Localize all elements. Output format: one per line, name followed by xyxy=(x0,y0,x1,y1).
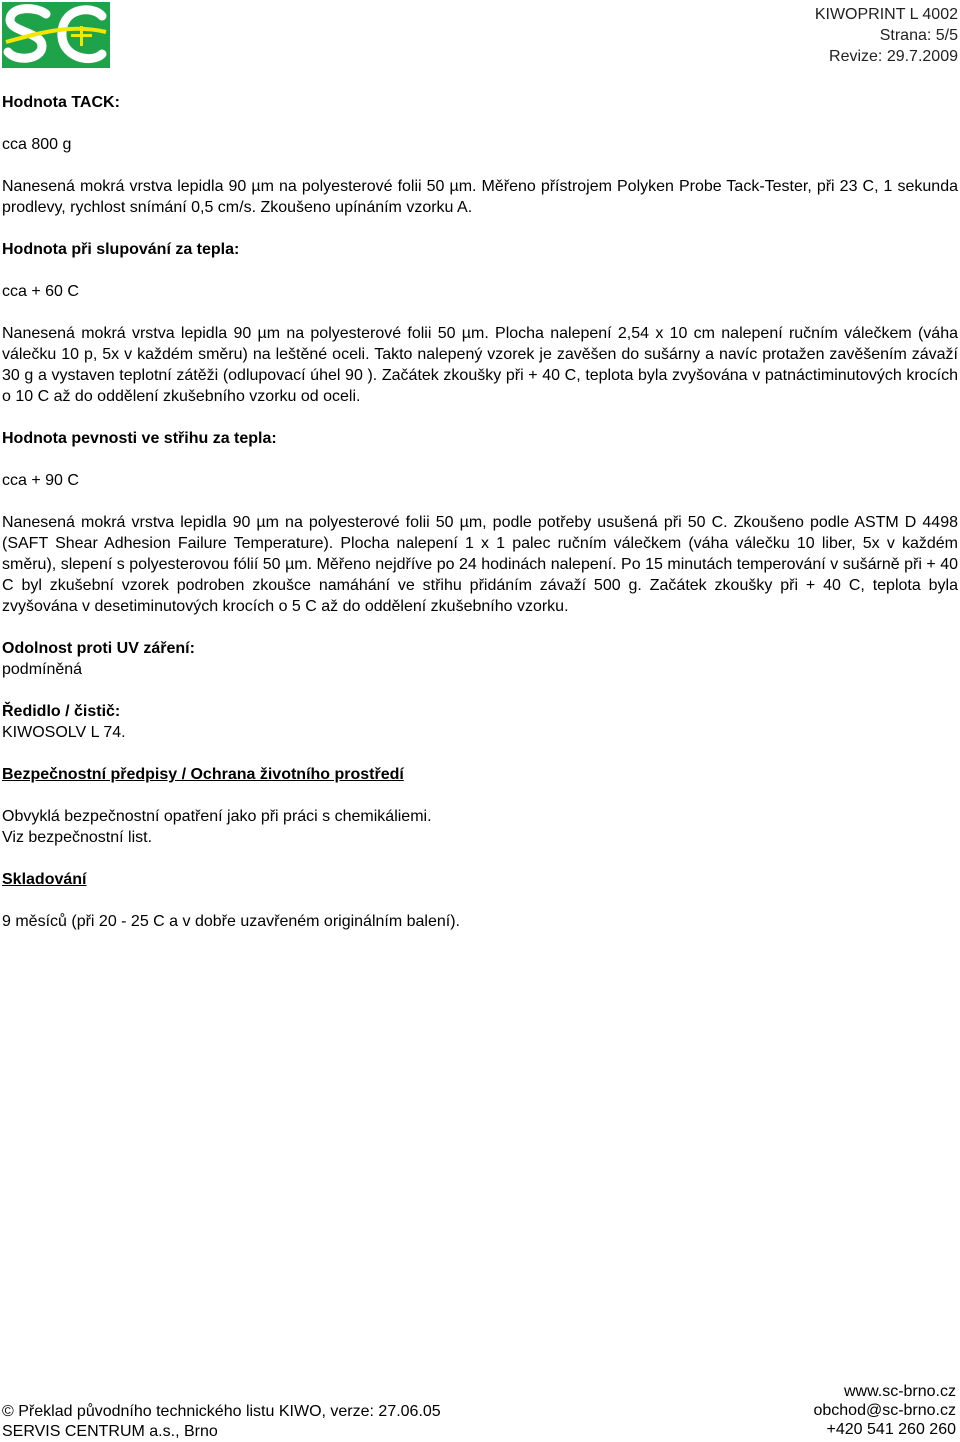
thinner-value: KIWOSOLV L 74. xyxy=(2,724,126,741)
phone-number: +420 541 260 260 xyxy=(826,1421,956,1438)
tack-heading: Hodnota TACK: xyxy=(2,94,120,111)
shear-heat-value: cca + 90 C xyxy=(2,472,79,489)
footer-left xyxy=(2,1402,441,1442)
safety-line-2: Viz bezpečnostní list. xyxy=(2,829,153,846)
storage-heading: Skladování xyxy=(2,871,87,888)
shear-heat-description: Nanesená mokrá vrstva lepidla 90 µm na polyesterové folii 50 µm, podle potřeby usušená při 50 C. Zkoušeno podle ASTM D 4498 (SAFT Shear Adhesion Failure Temperature). Plocha nalepení 1 x 1 palec ručním válečkem (váha válečku 10 liber, 5x v každém směru), slepení s polyesterovou fólií 50 µm. Měřeno nejdříve po 24 hodinách nalepení. Po 15 minutách temperování v sušárně při + 40 C byl zkušební vzorek podroben zkoušce namáhání ve střihu přidáním závaží 500 g. Začátek zkoušky při + 40 C, teplota byla zvyšována v desetiminutových krocích o 5 C až do oddělení zkušebního vzorku. xyxy=(2,514,958,615)
peel-heat-heading: Hodnota při slupování za tepla: xyxy=(2,241,240,258)
email-link[interactable]: obchod@sc-brno.cz xyxy=(813,1402,956,1419)
company-logo xyxy=(2,2,110,68)
footer-contacts xyxy=(813,1382,956,1439)
uv-value: podmíněná xyxy=(2,661,83,678)
peel-heat-value: cca + 60 C xyxy=(2,283,79,300)
company-name: SERVIS CENTRUM a.s., Brno xyxy=(2,1423,218,1440)
document-header xyxy=(815,4,958,67)
document-id: KIWOPRINT L 4002 xyxy=(814,6,958,23)
page-number: Strana: 5/5 xyxy=(879,27,958,44)
document-body xyxy=(2,92,958,932)
thinner-heading: Ředidlo / čistič: xyxy=(2,703,121,720)
safety-heading: Bezpečnostní předpisy / Ochrana životního prostředí xyxy=(2,766,404,783)
revision-date: Revize: 29.7.2009 xyxy=(829,48,958,65)
uv-heading: Odolnost proti UV záření: xyxy=(2,640,195,657)
peel-heat-description: Nanesená mokrá vrstva lepidla 90 µm na polyesterové folii 50 µm. Plocha nalepení 2,54 x 10 cm nalepení ručním válečkem (váha válečku 10 p, 5x v každém směru) na leštěné oceli. Takto nalepený vzorek je zavěšen do sušárny a navíc protažen zavěšením závaží 30 g a vystaven teplotní zátěži (odlupovací úhel 90 ). Začátek zkoušky při + 40 C, teplota byla zvyšována v patnáctiminutových krocích o 10 C až do oddělení zkušebního vzorku od oceli. xyxy=(2,325,958,405)
tack-description: Nanesená mokrá vrstva lepidla 90 µm na polyesterové folii 50 µm. Měřeno přístrojem Polyken Probe Tack-Tester, při 23 C, 1 sekunda prodlevy, rychlost snímání 0,5 cm/s. Zkoušeno upínáním vzorku A. xyxy=(2,178,958,216)
storage-text: 9 měsíců (při 20 - 25 C a v dobře uzavřeném originálním balení). xyxy=(2,913,460,930)
shear-heat-heading: Hodnota pevnosti ve střihu za tepla: xyxy=(2,430,277,447)
translation-note: © Překlad původního technického listu KIWO, verze: 27.06.05 xyxy=(2,1403,441,1420)
safety-line-1: Obvyklá bezpečnostní opatření jako při práci s chemikáliemi. xyxy=(2,808,432,825)
tack-value: cca 800 g xyxy=(2,136,72,153)
sc-logo-icon xyxy=(2,2,110,68)
website-link[interactable]: www.sc-brno.cz xyxy=(843,1383,956,1400)
